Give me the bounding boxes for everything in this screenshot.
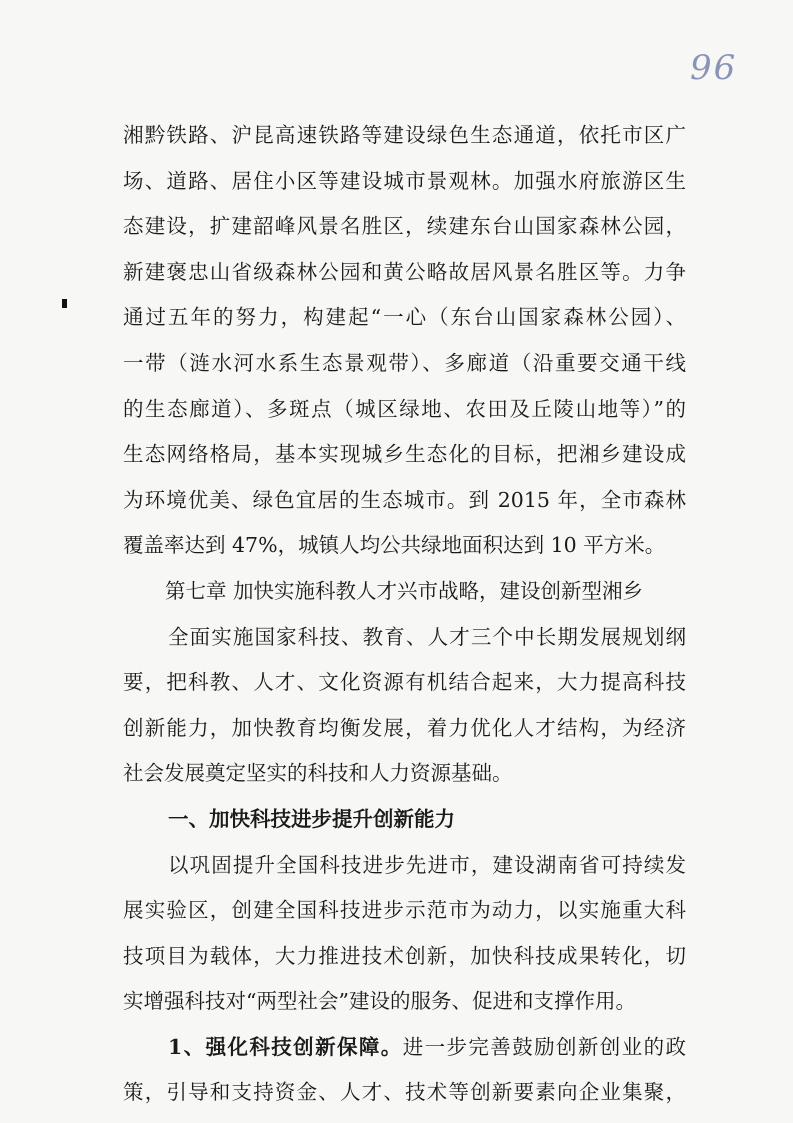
text-line: 要，把科教、人才、文化资源有机结合起来，大力提高科技 (123, 670, 686, 695)
text-line: 策，引导和支持资金、人才、技术等创新要素向企业集聚， (123, 1080, 686, 1105)
text-line: 创新能力，加快教育均衡发展，着力优化人才结构，为经济 (123, 715, 686, 740)
bold-lead: 1、强化科技创新保障。 (168, 1034, 403, 1059)
text-span: 进一步完善鼓励创新创业的政 (402, 1034, 687, 1059)
text-line: 场、道路、居住小区等建设城市景观林。加强水府旅游区生 (123, 168, 686, 193)
text-line (123, 1025, 686, 1071)
paragraph-ecology (123, 113, 686, 569)
text-line: 态建设，扩建韶峰风景名胜区，续建东台山国家森林公园， (123, 214, 686, 239)
text-line: 一带（涟水河水系生态景观带）、多廊道（沿重要交通干线 (123, 350, 686, 375)
paragraph-chapter-intro (123, 615, 686, 797)
chapter-heading: 第七章 加快实施科教人才兴市战略，建设创新型湘乡 (165, 578, 644, 603)
text-line: 湘黔铁路、沪昆高速铁路等建设绿色生态通道，依托市区广 (123, 123, 686, 147)
section-heading: 一、加快科技进步提升创新能力 (168, 806, 455, 831)
text-line: 技项目为载体，大力推进技术创新，加快科技成果转化，切 (123, 943, 686, 968)
handwritten-page-number: 96 (690, 48, 738, 88)
text-line: 生态网络格局，基本实现城乡生态化的目标，把湘乡建设成 (123, 442, 686, 467)
text-line: 新建褒忠山省级森林公园和黄公略故居风景名胜区等。力争 (123, 259, 686, 284)
text-line: 实增强科技对“两型社会”建设的服务、促进和支撑作用。 (123, 989, 636, 1014)
text-line: 以巩固提升全国科技进步先进市，建设湖南省可持续发 (168, 852, 686, 877)
text-line: 为环境优美、绿色宜居的生态城市。到 2015 年，全市森林 (123, 487, 686, 512)
paragraph-innovation-guarantee (123, 1025, 686, 1116)
margin-mark (62, 299, 67, 308)
text-line: 覆盖率达到 47%，城镇人均公共绿地面积达到 10 平方米。 (123, 533, 666, 558)
text-line: 社会发展奠定坚实的科技和人力资源基础。 (123, 761, 513, 786)
text-line: 展实验区，创建全国科技进步示范市为动力，以实施重大科 (123, 898, 686, 923)
text-line: 的生态廊道）、多斑点（城区绿地、农田及丘陵山地等）”的 (123, 396, 686, 421)
body-text (123, 113, 686, 1116)
text-line: 全面实施国家科技、教育、人才三个中长期发展规划纲 (168, 624, 686, 649)
text-line: 通过五年的努力，构建起“一心（东台山国家森林公园）、 (123, 305, 686, 330)
paragraph-section-intro (123, 843, 686, 1025)
